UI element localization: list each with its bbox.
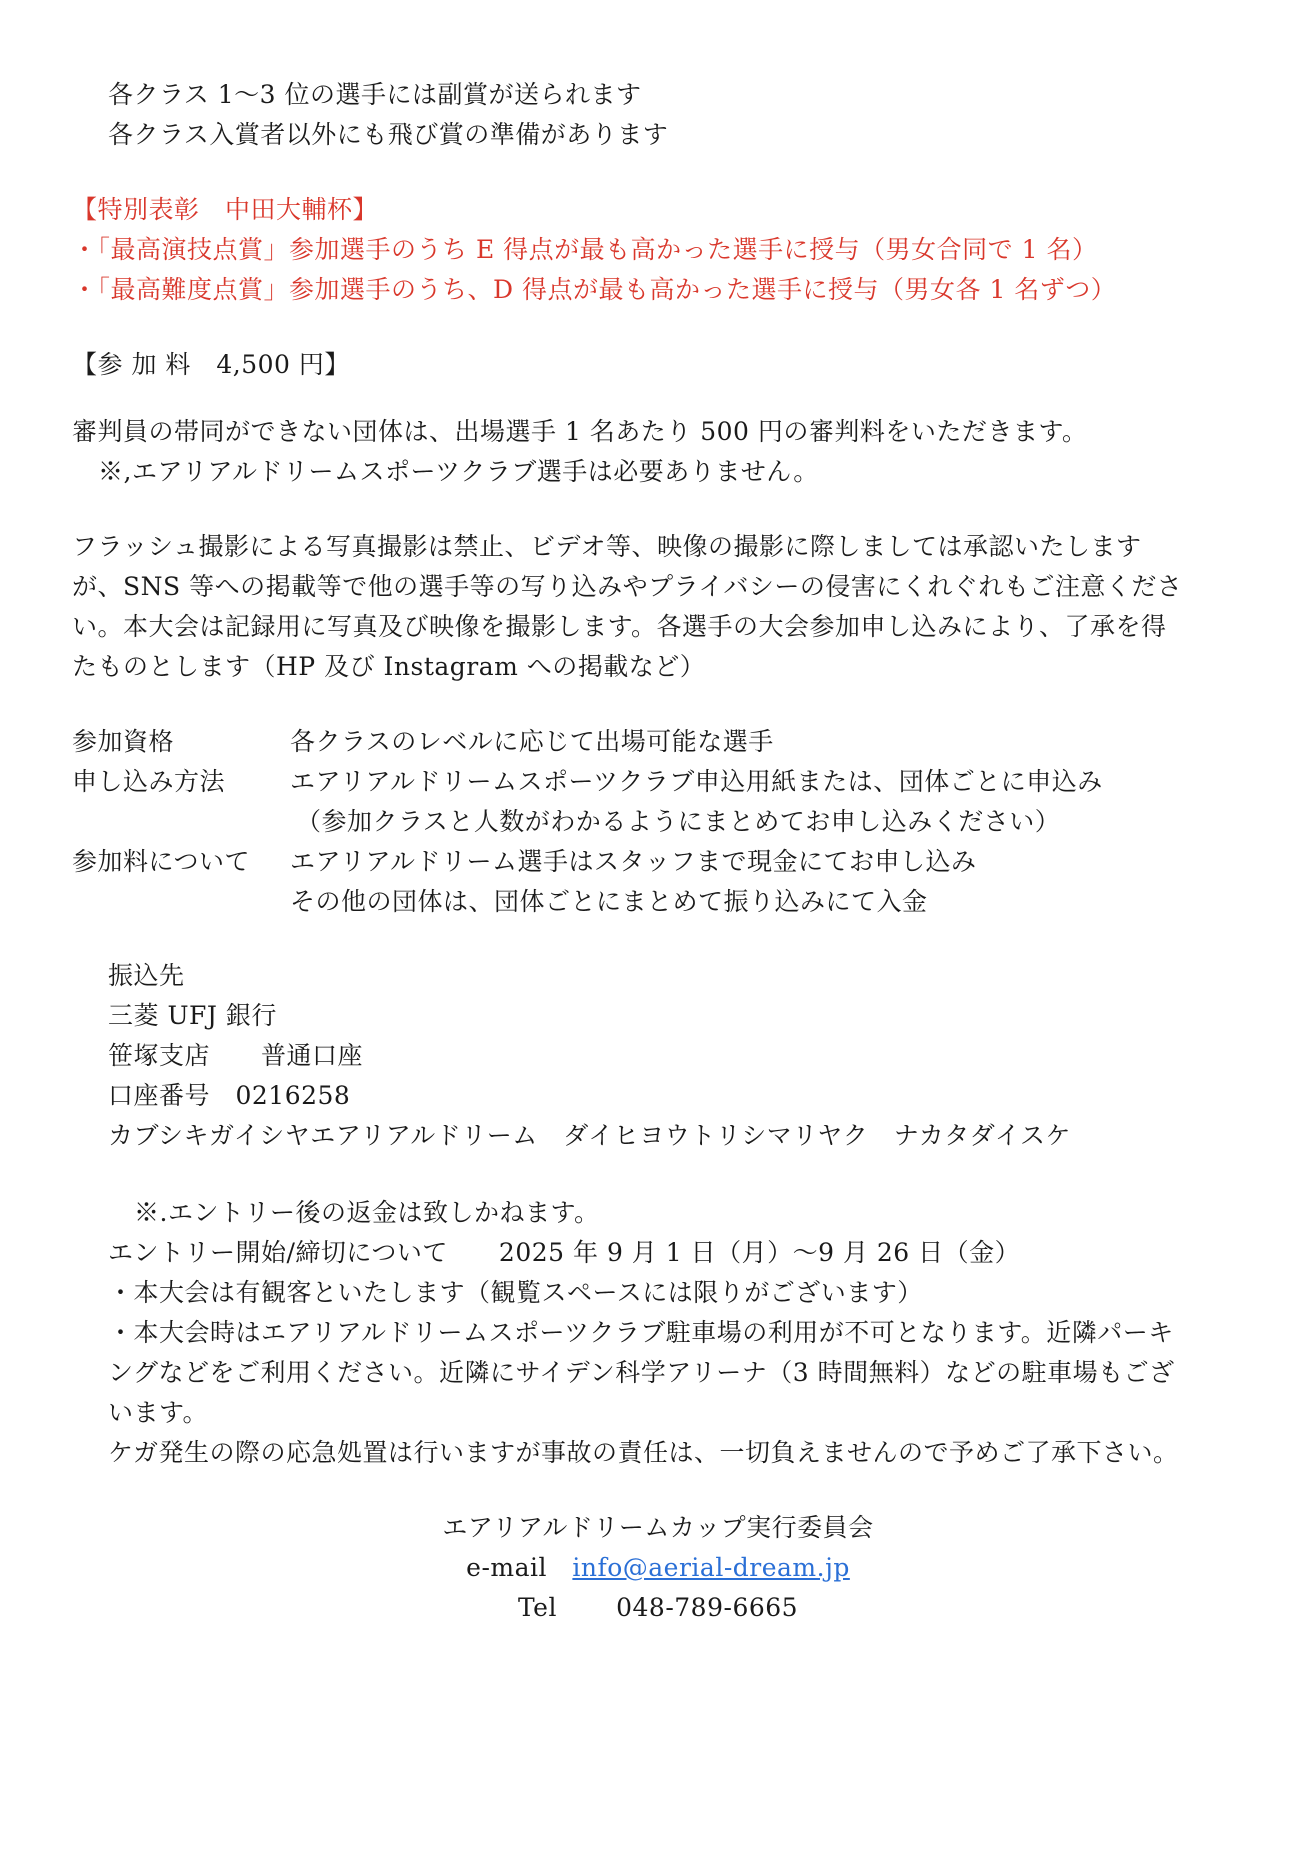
parking-note-line-1: ・本大会時はエアリアルドリームスポーツクラブ駐車場の利用が不可となります。近隣パーキ <box>108 1318 1174 1347</box>
spectators-note: ・本大会は有観客といたします（観覧スペースには限りがございます） <box>108 1278 923 1307</box>
photo-policy-line-3: い。本大会は記録用に写真及び映像を撮影します。各選手の大会参加申し込みにより、了承を得 <box>72 612 1167 641</box>
photo-policy-line-2: が、SNS 等への掲載等で他の選手等の写り込みやプライバシーの侵害にくれぐれもご注意くださ <box>72 572 1183 601</box>
requirement-value: その他の団体は、団体ごとにまとめて振り込みにて入金 <box>290 887 928 916</box>
contact-tel-line <box>0 1588 1316 1628</box>
contact-email-line <box>0 1548 1316 1588</box>
parking-note-line-3: います。 <box>108 1398 209 1427</box>
requirement-label: 申し込み方法 <box>72 767 226 796</box>
bank-account-holder: カブシキガイシヤエアリアルドリーム ダイヒヨウトリシマリヤク ナカタダイスケ <box>108 1121 1072 1150</box>
judge-fee-exception: ※,エアリアルドリームスポーツクラブ選手は必要ありません。 <box>98 457 819 486</box>
parking-note-line-2: ングなどをご利用ください。近隣にサイデン科学アリーナ（3 時間無料）などの駐車場もござ <box>108 1358 1175 1387</box>
requirement-value: エアリアルドリームスポーツクラブ申込用紙または、団体ごとに申込み <box>290 767 1103 796</box>
requirement-label: 参加料について <box>72 847 251 876</box>
special-award-item-1: ・「最高演技点賞」参加選手のうち E 得点が最も高かった選手に授与（男女合同で 1 名） <box>72 235 1098 264</box>
email-link[interactable]: info@aerial-dream.jp <box>572 1553 850 1582</box>
committee-name: エアリアルドリームカップ実行委員会 <box>442 1513 874 1542</box>
special-award-heading: 【特別表彰 中田大輔杯】 <box>72 195 379 224</box>
requirement-label: 参加資格 <box>72 727 175 756</box>
special-award-item-2: ・「最高難度点賞」参加選手のうち、D 得点が最も高かった選手に授与（男女各 1 名ずつ） <box>72 275 1117 304</box>
bank-branch: 笹塚支店 普通口座 <box>108 1041 364 1070</box>
injury-disclaimer: ケガ発生の際の応急処置は行いますが事故の責任は、一切負えませんので予めご了承下さい。 <box>108 1438 1179 1467</box>
tel-number: 048-789-6665 <box>616 1593 799 1622</box>
email-label: e-mail <box>466 1553 548 1582</box>
tel-label: Tel <box>517 1593 557 1622</box>
prize-line-1: 各クラス 1〜3 位の選手には副賞が送られます <box>108 80 642 109</box>
requirement-value: 各クラスのレベルに応じて出場可能な選手 <box>290 727 774 756</box>
bank-account-number: 口座番号 0216258 <box>108 1081 351 1110</box>
prize-line-2: 各クラス入賞者以外にも飛び賞の準備があります <box>108 120 669 149</box>
bank-name: 三菱 UFJ 銀行 <box>108 1001 277 1030</box>
judge-fee-note: 審判員の帯同ができない団体は、出場選手 1 名あたり 500 円の審判料をいただきます。 <box>72 417 1088 446</box>
fee-heading: 【参 加 料 4,500 円】 <box>72 350 350 379</box>
entry-period: エントリー開始/締切について 2025 年 9 月 1 日（月）〜9 月 26 日（金） <box>108 1238 1021 1267</box>
bank-title: 振込先 <box>108 961 185 990</box>
photo-policy-line-1: フラッシュ撮影による写真撮影は禁止、ビデオ等、映像の撮影に際しましては承認いたします <box>72 532 1142 561</box>
photo-policy-line-4: たものとします（HP 及び Instagram への掲載など） <box>72 652 706 681</box>
requirement-value: （参加クラスと人数がわかるようにまとめてお申し込みください） <box>296 807 1061 836</box>
requirement-value: エアリアルドリーム選手はスタッフまで現金にてお申し込み <box>290 847 977 876</box>
refund-note: ※.エントリー後の返金は致しかねます。 <box>134 1198 600 1227</box>
